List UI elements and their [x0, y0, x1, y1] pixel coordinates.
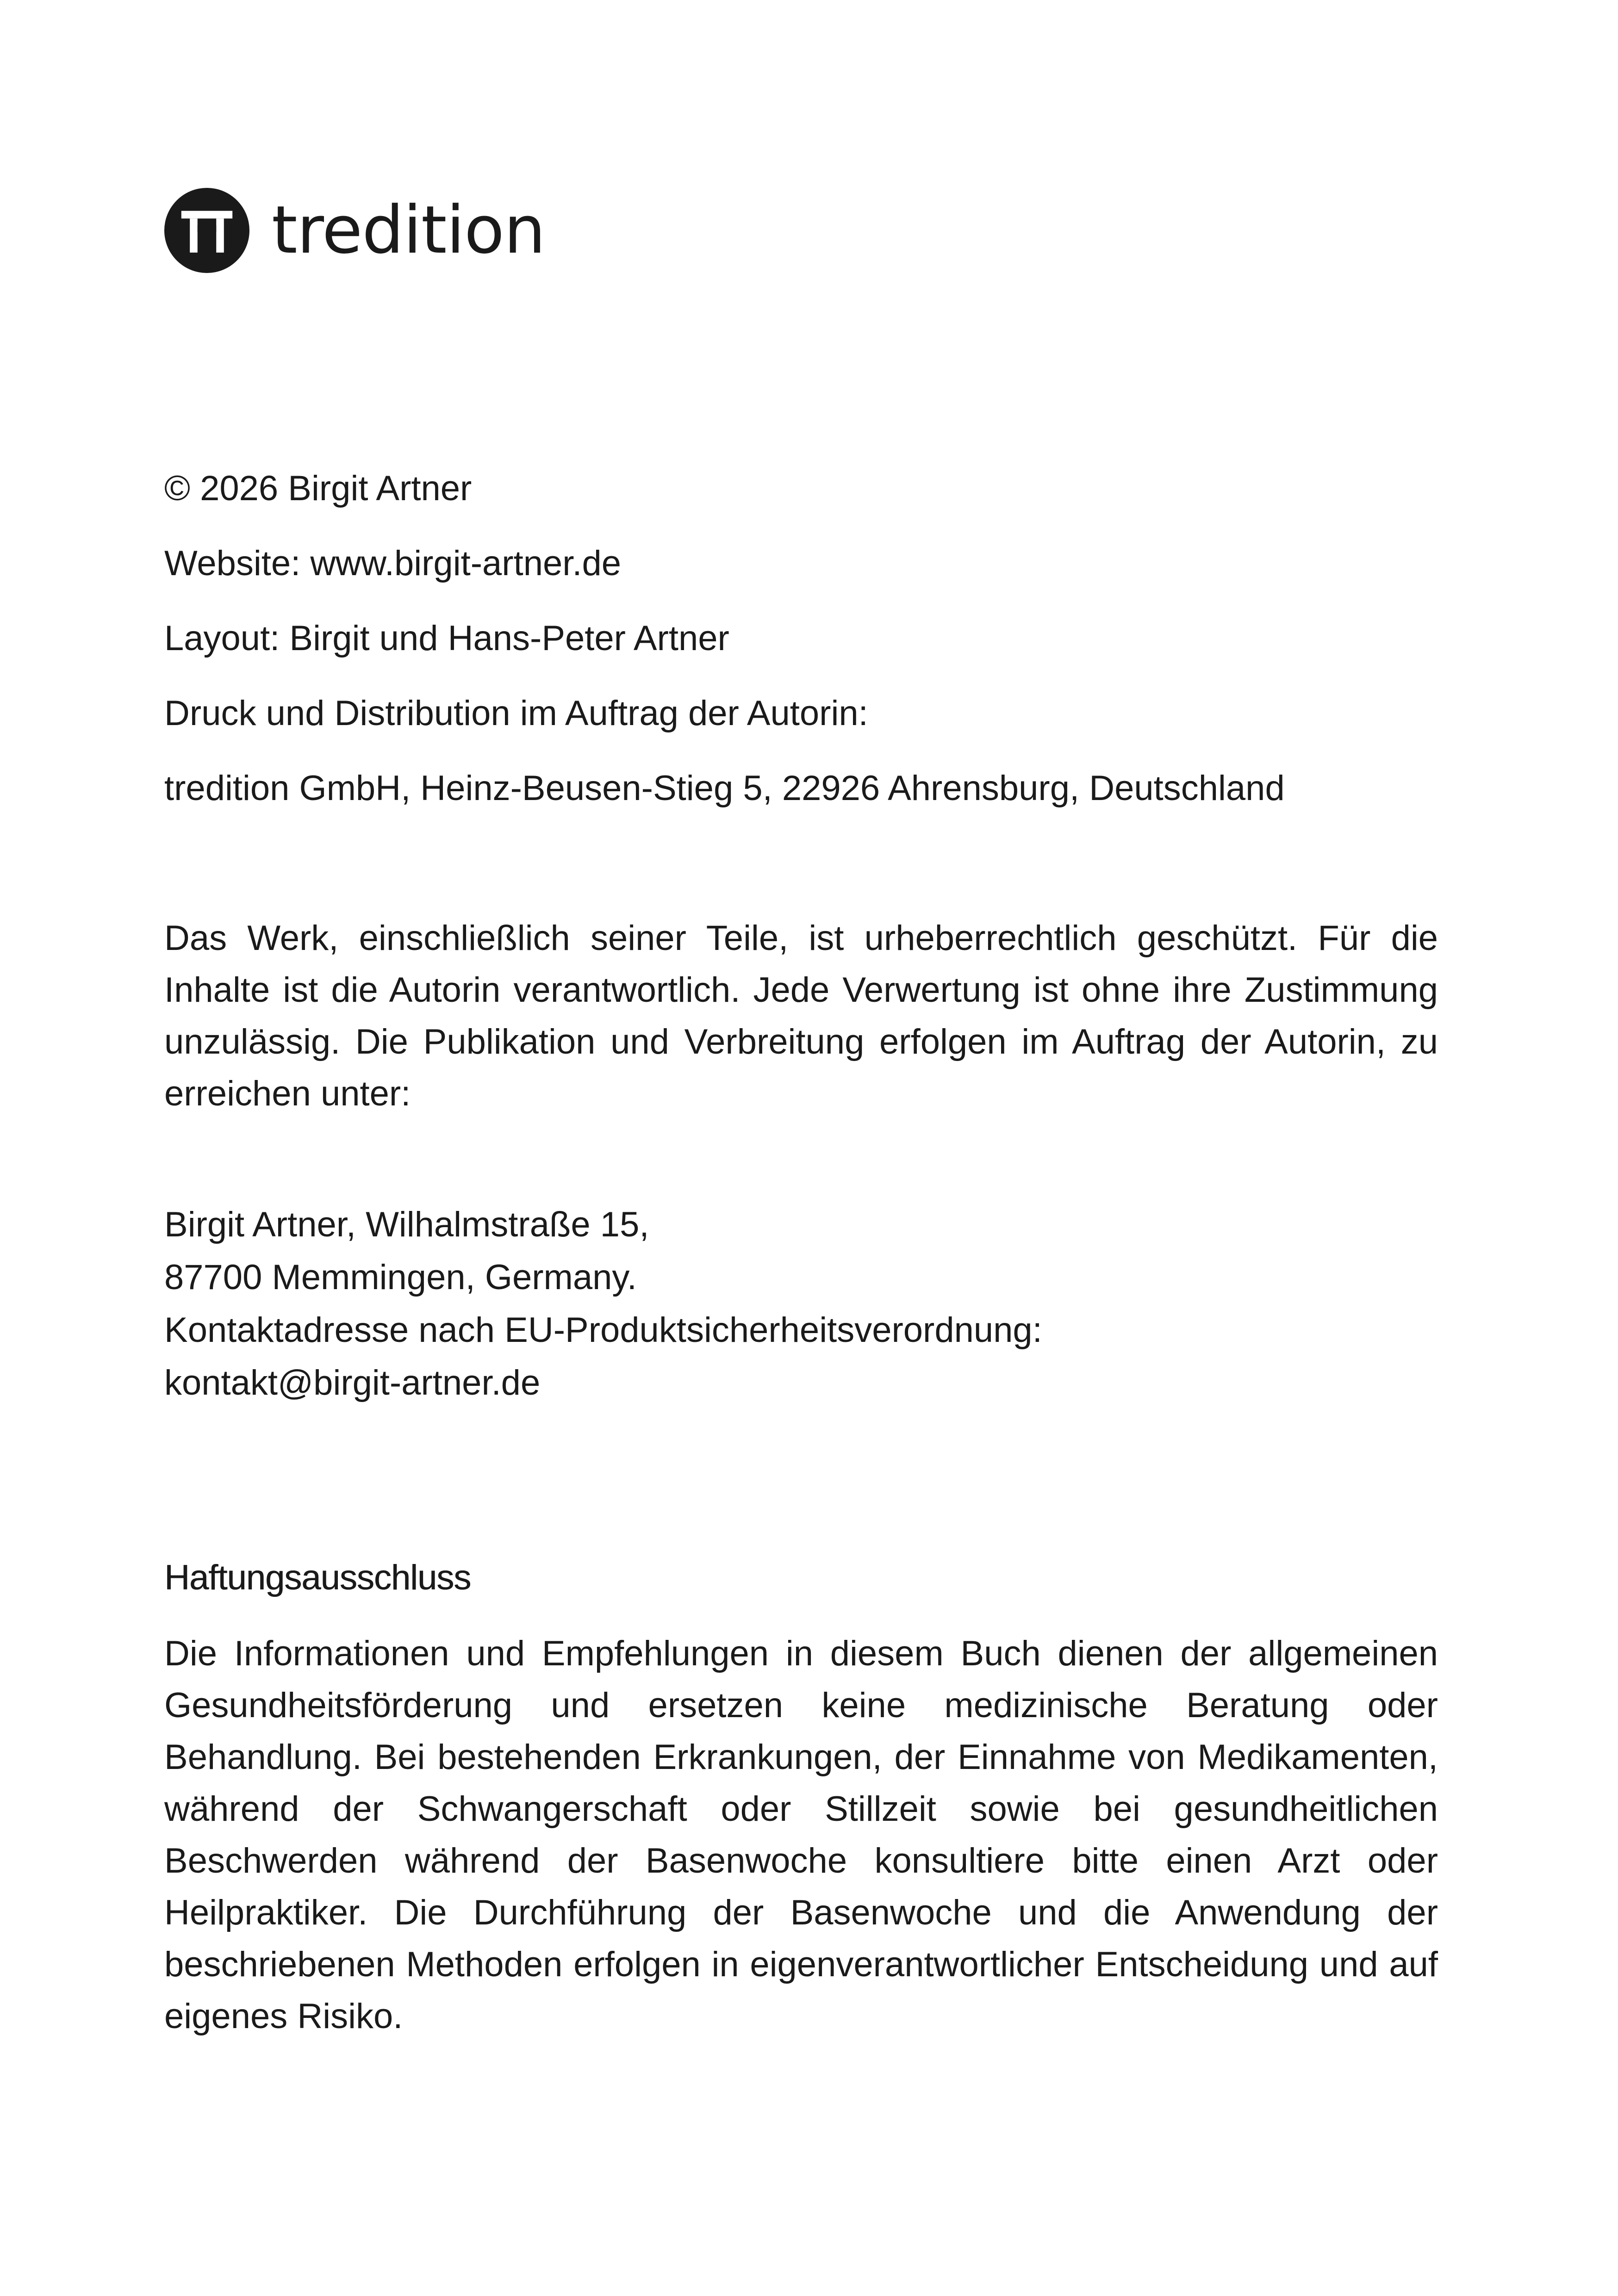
distribution-line: Druck und Distribution im Auftrag der Autorin:	[164, 694, 868, 733]
contact-label: Kontaktadresse nach EU-Produktsicherheitsverordnung:	[164, 1310, 1042, 1350]
contact-city: 87700 Memmingen, Germany.	[164, 1258, 637, 1297]
publisher-name: tredition	[272, 192, 545, 268]
contact-address	[164, 1198, 1438, 1409]
contact-email: kontakt@birgit-artner.de	[164, 1363, 541, 1402]
contact-name-street: Birgit Artner, Wilhalmstraße 15,	[164, 1205, 649, 1244]
credits-block	[164, 466, 1456, 841]
disclaimer-text: Die Informationen und Empfehlungen in diesem Buch dienen der allgemeinen Gesundheitsförderung und ersetzen keine medizinische Beratung oder Behandlung. Bei bestehenden Erkrankungen, der Einnahme von Medikamenten, während der Schwangerschaft oder Stillzeit sowie bei gesundheitlichen Beschwerden während der Basenwoche konsultiere bitte einen Arzt oder Heilpraktiker. Die Durchführung der Basenwoche und die Anwendung der beschriebenen Methoden erfolgen in eigenverantwortlicher Entscheidung und auf eigenes Risiko.	[164, 1634, 1438, 2036]
disclaimer-heading: Haftungsausschluss	[164, 1558, 471, 1597]
rights-notice: Das Werk, einschließlich seiner Teile, ist urheberrechtlich geschützt. Für die Inhalte ist die Autorin verantwortlich. Jede Verwertung ist ohne ihre Zustimmung unzulässig. Die Publikation und Verbreitung erfolgen im Auftrag der Autorin, zu erreichen unter:	[164, 918, 1438, 1113]
copyright-line: © 2026 Birgit Artner	[164, 469, 472, 508]
layout-line: Layout: Birgit und Hans-Peter Artner	[164, 619, 729, 658]
publisher-address-line: tredition GmbH, Heinz-Beusen-Stieg 5, 22926 Ahrensburg, Deutschland	[164, 769, 1285, 808]
website-line: Website: www.birgit-artner.de	[164, 544, 621, 583]
publisher-logo	[164, 187, 545, 273]
tredition-logo-icon	[164, 188, 249, 273]
